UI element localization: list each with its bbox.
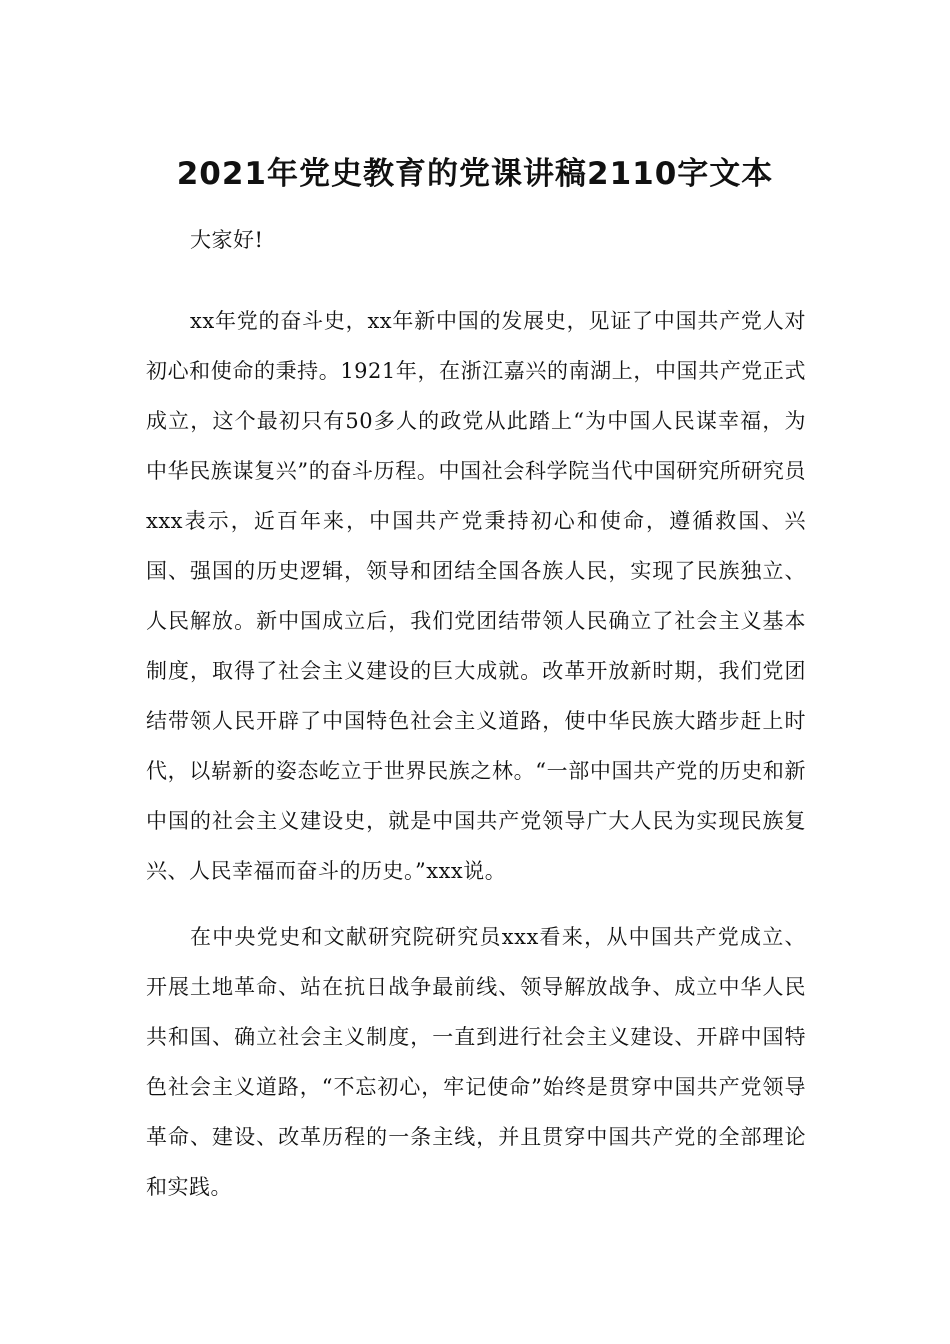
document-title: 2021年党史教育的党课讲稿2110字文本 [176, 156, 774, 192]
body-paragraph-1: xx年党的奋斗史，xx年新中国的发展史，见证了中国共产党人对初心和使命的秉持。1921年，在浙江嘉兴的南湖上，中国共产党正式成立，这个最初只有50多人的政党从此踏上“为中国人民谋幸福，为中华民族谋复兴”的奋斗历程。中国社会科学院当代中国研究所研究员xxx表示，近百年来，中国共产党秉持初心和使命，遵循救国、兴国、强国的历史逻辑，领导和团结全国各族人民，实现了民族独立、人民解放。新中国成立后，我们党团结带领人民确立了社会主义基本制度，取得了社会主义建设的巨大成就。改革开放新时期，我们党团结带领人民开辟了中国特色社会主义道路，使中华民族大踏步赶上时代，以崭新的姿态屹立于世界民族之林。“一部中国共产党的历史和新中国的社会主义建设史，就是中国共产党领导广大人民为实现民族复兴、人民幸福而奋斗的历史。”xxx说。 [146, 309, 806, 883]
greeting-paragraph: 大家好! [190, 228, 264, 252]
body-paragraph-2: 在中央党史和文献研究院研究员xxx看来，从中国共产党成立、开展土地革命、站在抗日战争最前线、领导解放战争、成立中华人民共和国、确立社会主义制度，一直到进行社会主义建设、开辟中国特色社会主义道路，“不忘初心，牢记使命”始终是贯穿中国共产党领导革命、建设、改革历程的一条主线，并且贯穿中国共产党的全部理论和实践。 [146, 925, 806, 1199]
